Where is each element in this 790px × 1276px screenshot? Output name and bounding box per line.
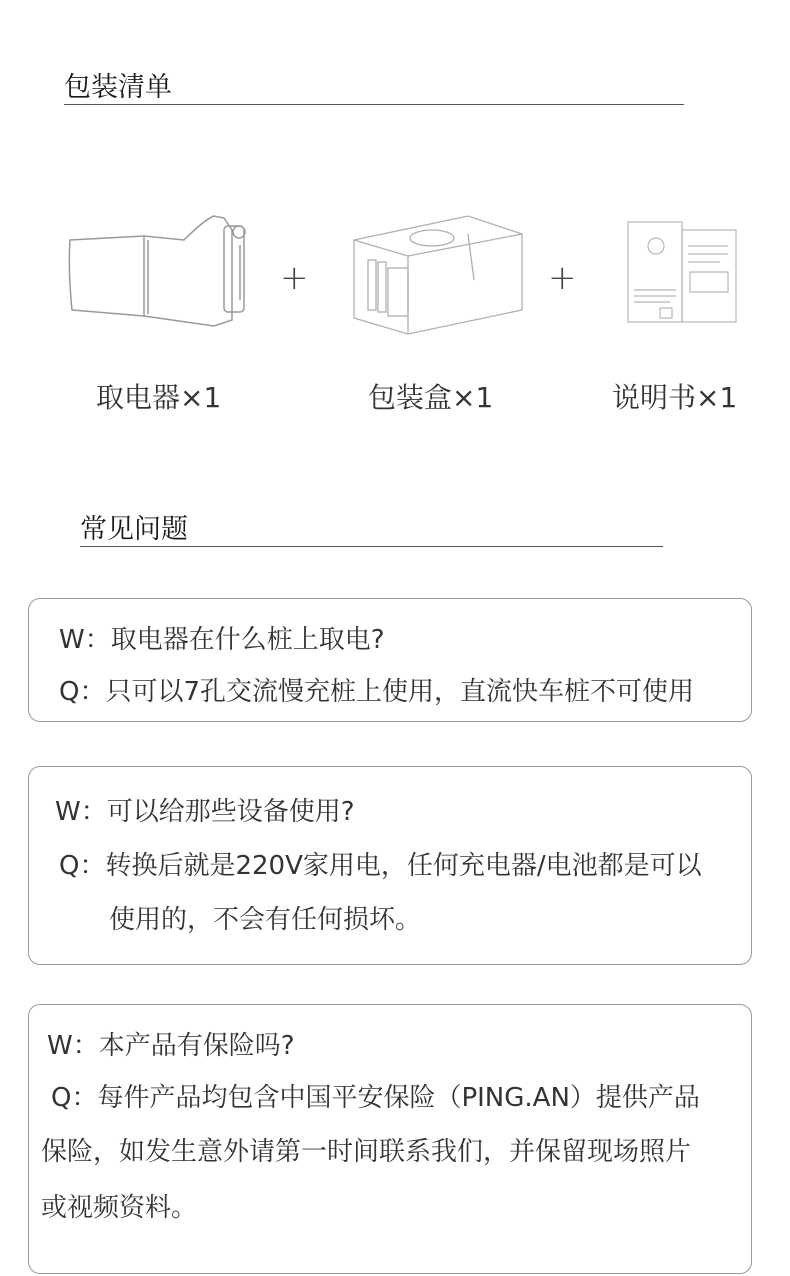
faq-question: W：可以给那些设备使用?	[55, 797, 355, 827]
faq-answer: 使用的，不会有任何损坏。	[109, 905, 422, 935]
packing-list-title: 包装清单	[64, 72, 684, 105]
faq-question: W：本产品有保险吗?	[47, 1031, 295, 1061]
plus-sign: +	[280, 258, 309, 298]
faq-answer: 保险，如发生意外请第一时间联系我们，并保留现场照片	[41, 1137, 692, 1167]
packing-item-label: 说明书×1	[612, 381, 738, 414]
faq-answer: Q：转换后就是220V家用电，任何充电器/电池都是可以	[59, 851, 702, 881]
faq-answer: 或视频资料。	[41, 1193, 198, 1223]
faq-title: 常见问题	[80, 514, 663, 547]
faq-card	[28, 766, 752, 965]
faq-card	[28, 1004, 752, 1274]
packing-item-label: 取电器×1	[96, 381, 222, 414]
faq-answer: Q：每件产品均包含中国平安保险（PING.AN）提供产品	[51, 1083, 700, 1113]
packing-item-label: 包装盒×1	[368, 381, 494, 414]
faq-card	[28, 598, 752, 722]
power-adapter-image	[64, 210, 254, 340]
plus-sign: +	[548, 258, 577, 298]
packaging-box-image	[348, 210, 528, 340]
faq-answer: Q：只可以7孔交流慢充桩上使用，直流快车桩不可使用	[59, 677, 695, 707]
manual-image	[620, 210, 740, 340]
faq-question: W：取电器在什么桩上取电?	[59, 625, 385, 655]
